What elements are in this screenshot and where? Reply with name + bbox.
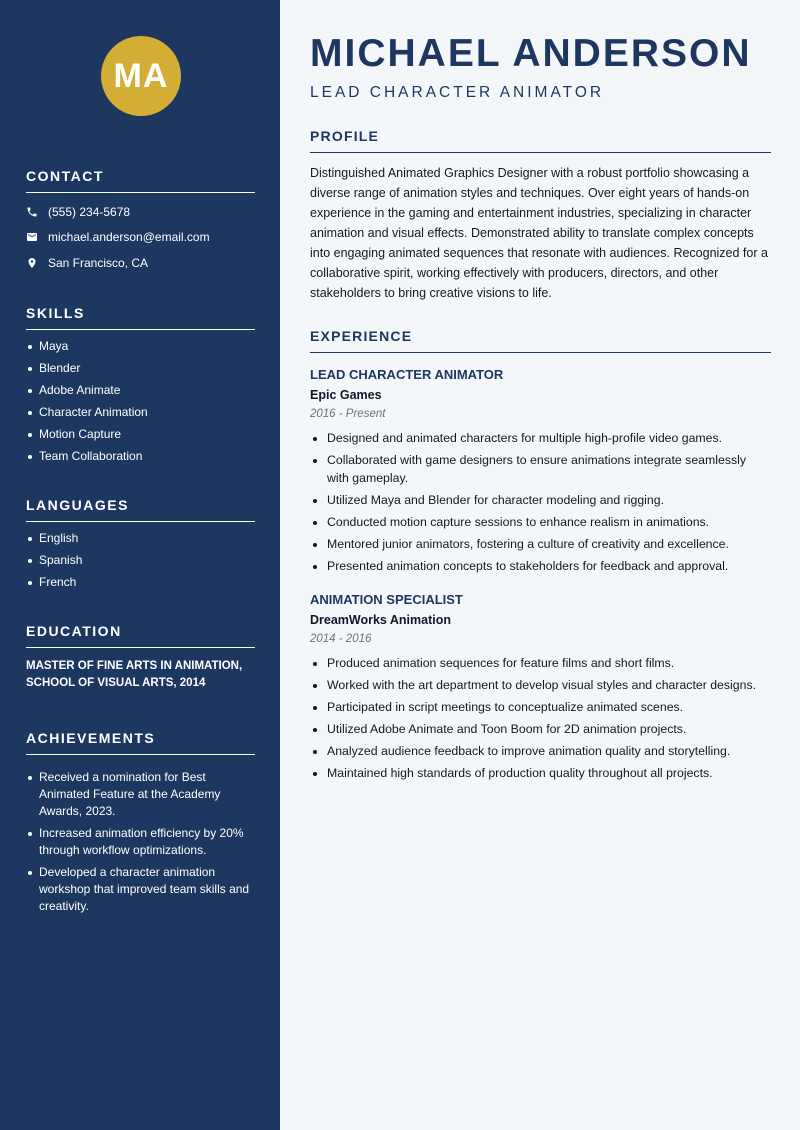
list-item: Team Collaboration: [26, 448, 255, 465]
list-item: Spanish: [26, 552, 255, 569]
list-item: Analyzed audience feedback to improve animation quality and storytelling.: [310, 743, 771, 761]
education-section: [26, 623, 255, 692]
location-text: San Francisco, CA: [48, 255, 149, 270]
list-item: Utilized Adobe Animate and Toon Boom for 2D animation projects.: [310, 721, 771, 739]
avatar: MA: [101, 36, 181, 116]
list-item: Conducted motion capture sessions to enhance realism in animations.: [310, 514, 771, 532]
achievements-list: [26, 769, 255, 915]
job-entry: [310, 592, 771, 783]
list-item: Blender: [26, 360, 255, 377]
experience-section: [310, 328, 771, 787]
job-period: 2014 - 2016: [310, 633, 372, 645]
profile-text: Distinguished Animated Graphics Designer with a robust portfolio showcasing a diverse range of animation styles and techniques. Over eight years of hands-on experience in the gaming and entertainment industries, specializing in character animation and visual effects. Demonstrated ability to translate complex concepts into engaging animated sequences that resonate with audiences. Recognized for a collaborative spirit, working effectively with producers, directors, and other stakeholders to bring creative visions to life.: [310, 166, 768, 300]
email-text[interactable]: michael.anderson@email.com: [48, 230, 210, 245]
list-item: Developed a character animation workshop that improved team skills and creativity.: [26, 864, 255, 915]
list-item: Maya: [26, 338, 255, 355]
contact-location: [26, 250, 255, 276]
list-item: Motion Capture: [26, 426, 255, 443]
achievements-section: [26, 730, 255, 920]
achievements-heading: ACHIEVEMENTS: [26, 730, 255, 755]
location-pin-icon: [26, 257, 48, 269]
profile-heading: PROFILE: [310, 128, 771, 153]
contact-email: [26, 225, 255, 251]
list-item: Produced animation sequences for feature films and short films.: [310, 655, 771, 673]
list-item: English: [26, 530, 255, 547]
skills-list: [26, 338, 255, 465]
list-item: Participated in script meetings to conceptualize animated scenes.: [310, 699, 771, 717]
education-degree: MASTER OF FINE ARTS IN ANIMATION, SCHOOL OF VISUAL ARTS, 2014: [26, 660, 243, 689]
list-item: Received a nomination for Best Animated Feature at the Academy Awards, 2023.: [26, 769, 255, 820]
job-title: ANIMATION SPECIALIST: [310, 592, 463, 607]
skills-heading: SKILLS: [26, 305, 255, 330]
contact-heading: CONTACT: [26, 168, 255, 193]
candidate-name: MICHAEL ANDERSON: [310, 32, 752, 75]
contact-section: [26, 168, 255, 276]
list-item: Presented animation concepts to stakeholders for feedback and approval.: [310, 558, 771, 576]
mail-icon: [26, 231, 48, 243]
skills-section: [26, 305, 255, 470]
experience-heading: EXPERIENCE: [310, 328, 771, 353]
list-item: Maintained high standards of production quality throughout all projects.: [310, 765, 771, 783]
list-item: Increased animation efficiency by 20% through workflow optimizations.: [26, 825, 255, 859]
languages-list: [26, 530, 255, 591]
job-entry: [310, 367, 771, 575]
list-item: Adobe Animate: [26, 382, 255, 399]
profile-section: [310, 128, 771, 303]
languages-section: [26, 497, 255, 596]
languages-heading: LANGUAGES: [26, 497, 255, 522]
phone-icon: [26, 206, 48, 218]
job-bullets: [310, 430, 771, 575]
education-heading: EDUCATION: [26, 623, 255, 648]
list-item: Designed and animated characters for multiple high-profile video games.: [310, 430, 771, 448]
job-title: LEAD CHARACTER ANIMATOR: [310, 367, 504, 382]
list-item: Utilized Maya and Blender for character modeling and rigging.: [310, 492, 771, 510]
list-item: Worked with the art department to develop visual styles and character designs.: [310, 677, 771, 695]
contact-phone: [26, 199, 255, 225]
list-item: Character Animation: [26, 404, 255, 421]
job-period: 2016 - Present: [310, 408, 386, 420]
candidate-role: LEAD CHARACTER ANIMATOR: [310, 84, 605, 101]
list-item: Collaborated with game designers to ensure animations integrate seamlessly with gameplay.: [310, 452, 771, 487]
sidebar: [0, 0, 280, 1130]
phone-text: (555) 234-5678: [48, 204, 131, 219]
list-item: French: [26, 574, 255, 591]
job-company: Epic Games: [310, 388, 382, 402]
list-item: Mentored junior animators, fostering a culture of creativity and excellence.: [310, 536, 771, 554]
job-bullets: [310, 655, 771, 783]
job-company: DreamWorks Animation: [310, 613, 452, 627]
